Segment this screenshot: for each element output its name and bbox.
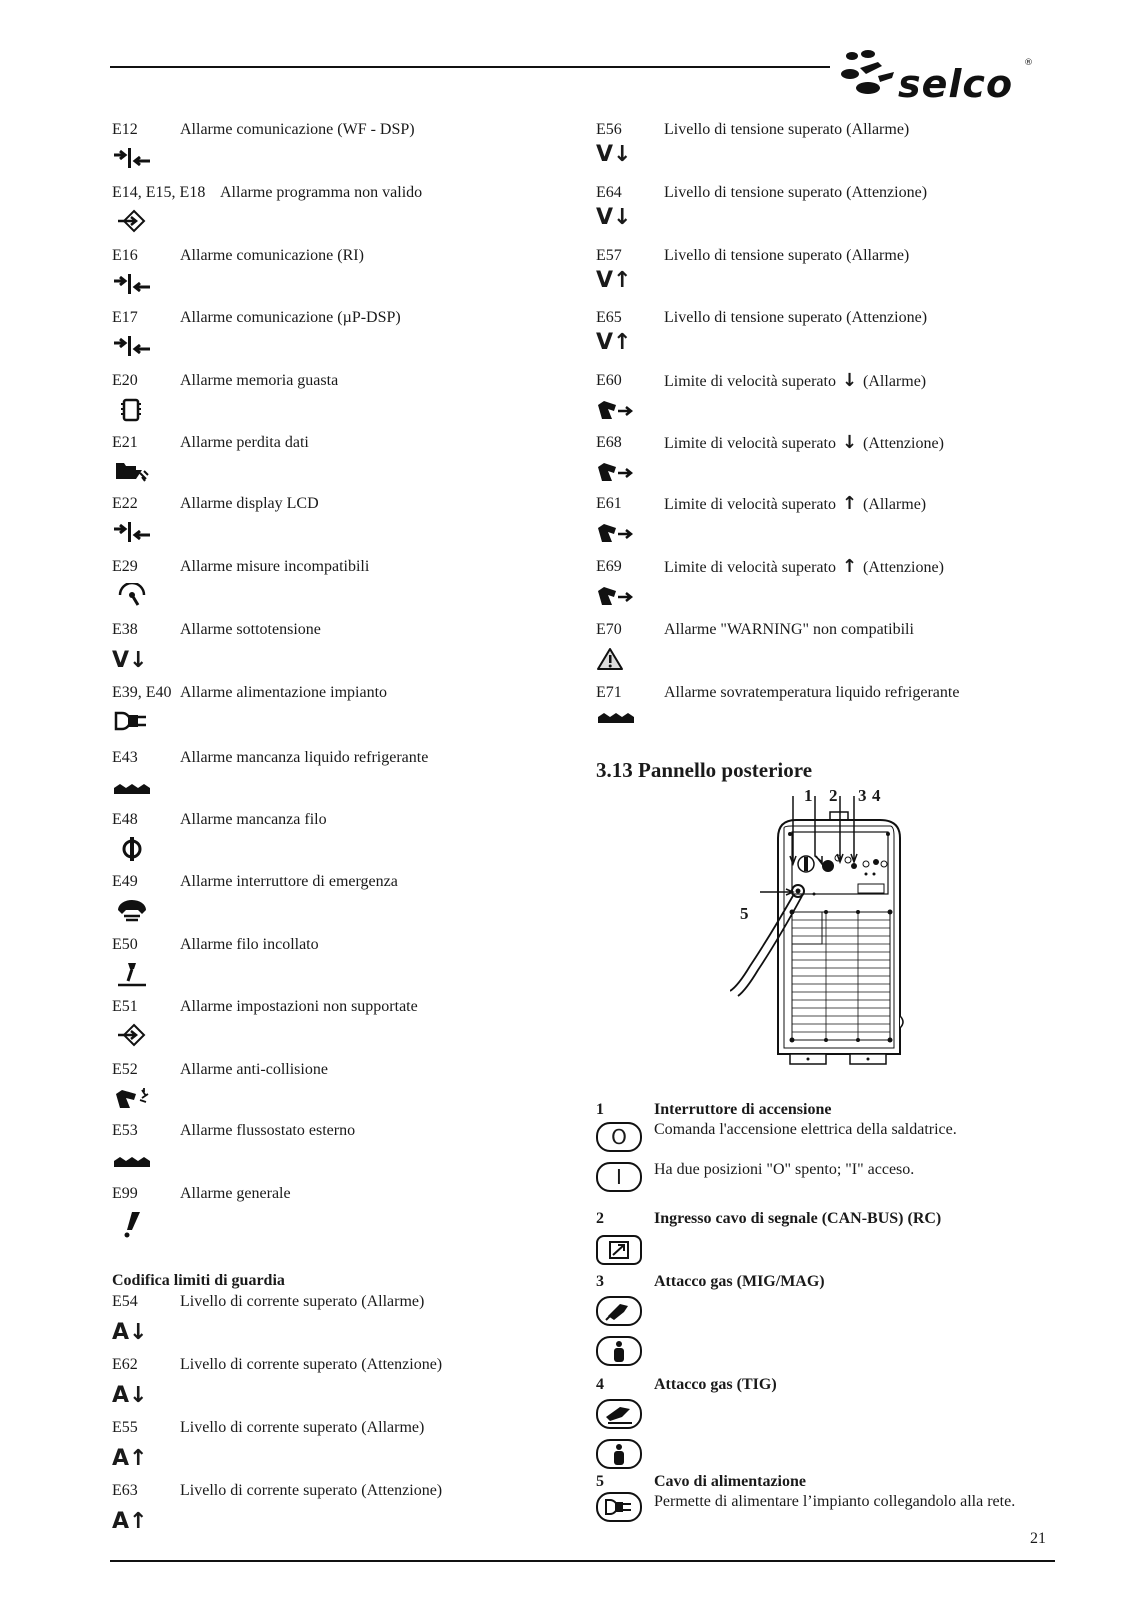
voltage-down-icon: V↓ xyxy=(596,142,632,167)
limit-entry xyxy=(596,557,1056,615)
limit-description: Livello di tensione superato (Allarme) xyxy=(664,247,910,264)
legend-item xyxy=(596,1375,1066,1475)
legend-title: Ingresso cavo di segnale (CAN-BUS) (RC) xyxy=(654,1210,942,1227)
limit-entry xyxy=(112,1481,572,1539)
current-up-icon: A↑ xyxy=(112,1509,148,1534)
alarm-description: Allarme misure incompatibili xyxy=(180,558,370,575)
legend-title: Attacco gas (TIG) xyxy=(654,1376,777,1393)
tig-torch-icon xyxy=(596,1399,642,1429)
callout-label: 3 xyxy=(858,786,867,805)
limit-description xyxy=(664,494,926,515)
gas-bottle-icon xyxy=(596,1336,642,1366)
alarm-code: E52 xyxy=(112,1061,138,1078)
logo-wordmark: selco xyxy=(898,62,1014,106)
legend-item xyxy=(596,1100,1066,1200)
alarm-entry xyxy=(112,810,572,868)
limit-code: E56 xyxy=(596,121,622,138)
legend-title: Interruttore di accensione xyxy=(654,1101,832,1118)
alarm-entry xyxy=(112,308,572,366)
coolant-icon xyxy=(112,1151,152,1181)
program-icon xyxy=(112,1023,152,1053)
callout-label: 1 xyxy=(804,786,813,805)
limit-description-main: Limite di velocità superato xyxy=(664,373,836,390)
legend-number: 2 xyxy=(596,1210,604,1227)
limit-entry xyxy=(596,246,1056,304)
on-symbol-icon: I xyxy=(596,1162,642,1192)
limit-description: Livello di corrente superato (Allarme) xyxy=(180,1419,425,1436)
limit-entry xyxy=(112,1355,572,1413)
limit-description: Livello di tensione superato (Allarme) xyxy=(664,121,910,138)
alarm-code: E43 xyxy=(112,749,138,766)
alarm-description: Allarme interruttore di emergenza xyxy=(180,873,398,890)
alarm-code: E14, E15, E18 xyxy=(112,184,206,201)
alarm-code: E48 xyxy=(112,811,138,828)
alarm-code: E70 xyxy=(596,621,622,638)
limit-severity: (Allarme) xyxy=(863,496,927,513)
alarm-entry xyxy=(112,183,572,241)
coolant-icon xyxy=(596,707,636,737)
power-plug-icon xyxy=(112,709,152,739)
legend-number: 4 xyxy=(596,1376,604,1393)
limit-entry xyxy=(596,494,1056,552)
alarm-code: E12 xyxy=(112,121,138,138)
legend-text: Comanda l'accensione elettrica della saldatrice. xyxy=(654,1121,957,1138)
alarm-code: E29 xyxy=(112,558,138,575)
alarm-description: Allarme display LCD xyxy=(180,495,319,512)
alarm-entry xyxy=(112,997,572,1055)
alarm-description: Allarme "WARNING" non compatibili xyxy=(664,621,914,638)
alarm-description: Allarme sovratemperatura liquido refrigerante xyxy=(664,684,960,701)
off-symbol-icon: O xyxy=(596,1122,642,1152)
alarm-entry xyxy=(112,1121,572,1179)
alarm-entry xyxy=(112,620,572,678)
alarm-description: Allarme memoria guasta xyxy=(180,372,339,389)
alarm-entry xyxy=(112,494,572,552)
limit-severity: (Allarme) xyxy=(863,373,927,390)
legend-item xyxy=(596,1209,1066,1269)
arrow-up-icon: ↑ xyxy=(841,493,858,514)
legend-number: 5 xyxy=(596,1473,604,1490)
limit-description: Livello di corrente superato (Attenzione) xyxy=(180,1482,443,1499)
legend-text: Ha due posizioni "O" spento; "I" acceso. xyxy=(654,1161,915,1178)
limit-code: E69 xyxy=(596,558,622,575)
alarm-code: E39, E40 xyxy=(112,684,172,701)
robot-speed-icon xyxy=(596,459,636,489)
limit-code: E54 xyxy=(112,1293,138,1310)
alarm-description: Allarme anti-collisione xyxy=(180,1061,328,1078)
alarm-entry xyxy=(112,1060,572,1118)
alarm-code: E38 xyxy=(112,621,138,638)
alarm-entry xyxy=(112,433,572,491)
arrow-up-icon: ↑ xyxy=(841,556,858,577)
robot-speed-icon xyxy=(596,583,636,613)
limit-code: E65 xyxy=(596,309,622,326)
limit-code: E64 xyxy=(596,184,622,201)
alarm-description: Allarme programma non valido xyxy=(220,184,423,201)
alarm-entry xyxy=(112,246,572,304)
legend-title: Cavo di alimentazione xyxy=(654,1473,806,1490)
limit-entry xyxy=(596,308,1056,366)
limit-entry xyxy=(596,433,1056,491)
limit-description-main: Limite di velocità superato xyxy=(664,559,836,576)
alarm-code: E71 xyxy=(596,684,622,701)
remote-control-icon xyxy=(596,1235,642,1265)
alarm-description: Allarme impostazioni non supportate xyxy=(180,998,418,1015)
limit-description: Livello di tensione superato (Attenzione) xyxy=(664,309,928,326)
limit-entry xyxy=(596,120,1056,178)
limit-severity: (Attenzione) xyxy=(863,435,944,452)
selco-logo xyxy=(838,44,1048,104)
header-rule xyxy=(110,66,830,68)
alarm-entry xyxy=(112,1184,572,1242)
program-icon xyxy=(112,209,152,239)
limit-entry xyxy=(596,371,1056,429)
robot-collision-icon xyxy=(112,1086,152,1116)
alarm-description: Allarme perdita dati xyxy=(180,434,309,451)
voltage-down-icon: V↓ xyxy=(596,205,632,230)
alarm-entry xyxy=(112,557,572,615)
alarm-entry xyxy=(112,683,572,741)
guard-limits-title: Codifica limiti di guardia xyxy=(112,1272,285,1289)
emergency-switch-icon xyxy=(112,898,152,928)
alarm-entry xyxy=(112,748,572,806)
communication-icon xyxy=(112,520,152,550)
limit-description: Livello di corrente superato (Attenzione) xyxy=(180,1356,443,1373)
alarm-code: E51 xyxy=(112,998,138,1015)
alarm-code: E21 xyxy=(112,434,138,451)
limit-code: E63 xyxy=(112,1482,138,1499)
limit-description xyxy=(664,557,944,578)
alarm-code: E17 xyxy=(112,309,138,326)
legend-item xyxy=(596,1272,1066,1372)
robot-speed-icon xyxy=(596,520,636,550)
communication-icon xyxy=(112,334,152,364)
alarm-code: E22 xyxy=(112,495,138,512)
warning-triangle-icon xyxy=(596,646,636,676)
limit-entry xyxy=(596,183,1056,241)
alarm-description: Allarme comunicazione (WF - DSP) xyxy=(180,121,415,138)
callout-label: 5 xyxy=(740,904,749,923)
stuck-wire-icon xyxy=(112,961,152,991)
legend-number: 1 xyxy=(596,1101,604,1118)
limit-description-main: Limite di velocità superato xyxy=(664,496,836,513)
communication-icon xyxy=(112,146,152,176)
communication-icon xyxy=(112,272,152,302)
alarm-description: Allarme flussostato esterno xyxy=(180,1122,356,1139)
current-up-icon: A↑ xyxy=(112,1446,148,1471)
registered-mark: ® xyxy=(1024,58,1033,68)
limit-code: E57 xyxy=(596,247,622,264)
welder-rear-illustration xyxy=(730,786,930,1076)
robot-speed-icon xyxy=(596,397,636,427)
alarm-code: E20 xyxy=(112,372,138,389)
alarm-description: Allarme alimentazione impianto xyxy=(180,684,388,701)
alarm-code: E53 xyxy=(112,1122,138,1139)
alarm-entry xyxy=(112,371,572,429)
limit-entry xyxy=(112,1292,572,1350)
rear-panel-diagram xyxy=(730,786,930,1076)
gauge-icon xyxy=(112,583,152,613)
callout-label: 4 xyxy=(872,786,881,805)
alarm-description: Allarme filo incollato xyxy=(180,936,319,953)
limit-code: E60 xyxy=(596,372,622,389)
limit-code: E61 xyxy=(596,495,622,512)
limit-code: E62 xyxy=(112,1356,138,1373)
current-down-icon: A↓ xyxy=(112,1320,148,1345)
voltage-down-icon: V↓ xyxy=(112,648,148,673)
arrow-down-icon: ↓ xyxy=(841,432,858,453)
gas-bottle-icon xyxy=(596,1439,642,1469)
alarm-entry xyxy=(596,620,1056,678)
legend-number: 3 xyxy=(596,1273,604,1290)
limit-code: E55 xyxy=(112,1419,138,1436)
alarm-description: Allarme mancanza liquido refrigerante xyxy=(180,749,429,766)
footer-rule xyxy=(110,1560,1055,1562)
alarm-description: Allarme mancanza filo xyxy=(180,811,327,828)
alarm-entry xyxy=(596,683,1056,741)
limit-description: Livello di tensione superato (Attenzione) xyxy=(664,184,928,201)
section-title: 3.13 Pannello posteriore xyxy=(596,758,813,782)
alarm-code: E50 xyxy=(112,936,138,953)
logo-mark-icon xyxy=(838,44,898,100)
power-plug-icon xyxy=(596,1492,642,1522)
voltage-up-icon: V↑ xyxy=(596,268,632,293)
alarm-code: E49 xyxy=(112,873,138,890)
callout-label: 2 xyxy=(829,786,838,805)
arrow-down-icon: ↓ xyxy=(841,370,858,391)
data-loss-icon xyxy=(112,459,152,489)
alarm-description: Allarme comunicazione (RI) xyxy=(180,247,364,264)
limit-severity: (Attenzione) xyxy=(863,559,944,576)
alarm-entry xyxy=(112,120,572,178)
memory-chip-icon xyxy=(112,397,152,427)
legend-item xyxy=(596,1472,1066,1532)
page-number: 21 xyxy=(1030,1530,1046,1547)
voltage-up-icon: V↑ xyxy=(596,330,632,355)
coolant-icon xyxy=(112,778,152,808)
limit-entry xyxy=(112,1418,572,1476)
alarm-entry xyxy=(112,935,572,993)
current-down-icon: A↓ xyxy=(112,1383,148,1408)
mig-torch-icon xyxy=(596,1296,642,1326)
legend-text: Permette di alimentare l’impianto collegandolo alla rete. xyxy=(654,1493,1016,1510)
limit-description: Livello di corrente superato (Allarme) xyxy=(180,1293,425,1310)
alarm-code: E16 xyxy=(112,247,138,264)
alarm-description: Allarme generale xyxy=(180,1185,291,1202)
limit-description xyxy=(664,371,926,392)
alarm-entry xyxy=(112,872,572,930)
limit-code: E68 xyxy=(596,434,622,451)
wire-spool-icon xyxy=(112,836,152,866)
legend-title: Attacco gas (MIG/MAG) xyxy=(654,1273,825,1290)
alarm-code: E99 xyxy=(112,1185,138,1202)
limit-description-main: Limite di velocità superato xyxy=(664,435,836,452)
general-alarm-icon xyxy=(112,1210,152,1240)
alarm-description: Allarme sottotensione xyxy=(180,621,321,638)
limit-description xyxy=(664,433,944,454)
alarm-description: Allarme comunicazione (µP-DSP) xyxy=(180,309,401,326)
